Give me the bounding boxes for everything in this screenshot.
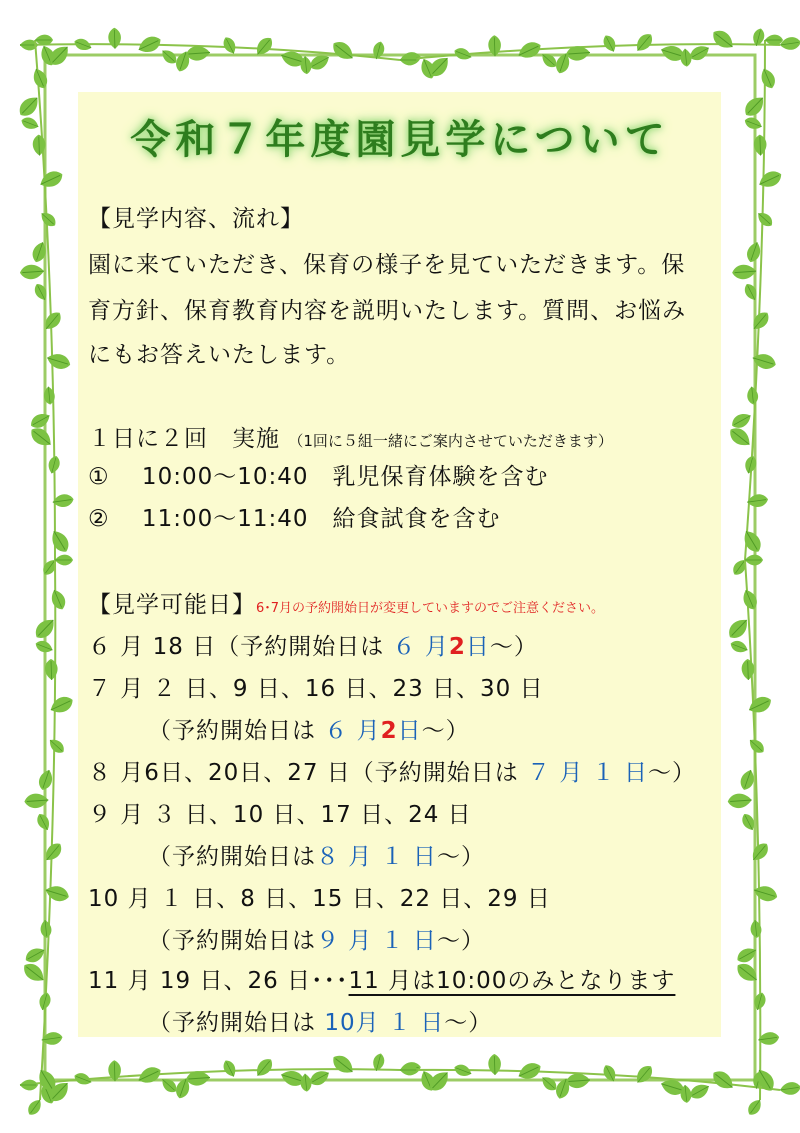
sessions-intro: １日に２回 実施 — [88, 426, 280, 452]
row-september-reserve — [148, 838, 485, 871]
leaf-icon — [28, 410, 52, 431]
leaf-icon — [727, 793, 752, 809]
september-close: ～） — [436, 844, 485, 870]
october-start: ９ 月 １ 日 — [316, 928, 437, 954]
leaf-icon — [36, 768, 55, 792]
july-start-day-suffix: 日 — [397, 718, 422, 744]
available-heading-line — [88, 586, 604, 619]
leaf-icon — [755, 209, 776, 229]
leaf-icon — [729, 410, 753, 431]
november-time-note: 11 月は10:00のみとなります — [348, 968, 676, 994]
leaf-icon — [779, 1081, 800, 1096]
november-close: ～） — [444, 1010, 493, 1036]
october-dates: 10 月 １ 日、8 日、15 日、22 日、29 日 — [88, 886, 551, 912]
august-start: ７ 月 １ 日 — [527, 760, 649, 786]
june-close: ～） — [489, 634, 538, 660]
leaf-icon — [32, 282, 50, 303]
leaf-icon — [38, 168, 66, 191]
session-item-1: ① 10:00～10:40 乳児保育体験を含む — [88, 464, 549, 490]
leaf-icon — [329, 38, 357, 64]
leaf-icon — [740, 588, 760, 612]
august-dates: ８ 月6日、20日、27 日（予約開始日は — [88, 760, 519, 786]
leaf-icon — [729, 639, 750, 656]
leaf-icon — [40, 919, 53, 938]
leaf-icon — [48, 527, 73, 555]
leaf-icon — [601, 33, 619, 54]
leaf-icon — [20, 1080, 38, 1091]
july-reserve-prefix: （予約開始日は — [148, 718, 316, 744]
leaf-icon — [566, 1073, 591, 1089]
leaf-icon — [20, 115, 41, 132]
leaf-icon — [746, 386, 759, 405]
vine-stem — [745, 560, 760, 1100]
november-reserve-prefix: （予約開始日は — [148, 1010, 325, 1036]
november-dates: 11 月 19 日、26 日･･･ — [88, 968, 349, 994]
leaf-icon — [30, 66, 50, 90]
august-close: ～） — [648, 760, 697, 786]
leaf-icon — [740, 527, 765, 555]
leaf-icon — [749, 840, 772, 864]
leaf-icon — [749, 309, 772, 333]
leaf-icon — [758, 66, 778, 90]
leaf-icon — [743, 115, 764, 132]
november-start: 10月 １ 日 — [324, 1010, 445, 1036]
july-close: ～） — [421, 718, 470, 744]
june-start-day-suffix: 日 — [465, 634, 490, 660]
leaf-icon — [633, 1062, 656, 1086]
page-title: 令和７年度園見学について — [130, 117, 670, 163]
leaf-icon — [27, 424, 55, 450]
leaf-icon — [46, 736, 67, 756]
leaf-icon — [732, 264, 757, 280]
available-note: 6･7月の予約開始日が変更していますのでご注意ください。 — [256, 601, 605, 616]
leaf-icon — [746, 736, 767, 756]
leaf-icon — [329, 1051, 357, 1077]
leaf-icon — [46, 455, 61, 475]
june-dates: ６ 月 18 日（予約開始日は — [88, 634, 385, 660]
july-dates: ７ 月 ２ 日、9 日、16 日、23 日、30 日 — [88, 676, 544, 702]
june-start-day: 2 — [448, 634, 466, 660]
row-october-reserve — [148, 922, 485, 955]
leaf-icon — [221, 35, 239, 56]
sessions-intro-line — [88, 420, 613, 453]
leaf-icon — [709, 26, 737, 52]
row-november — [88, 962, 675, 995]
leaf-icon — [44, 883, 71, 904]
october-reserve-prefix: （予約開始日は — [148, 928, 316, 954]
leaf-icon — [742, 282, 760, 303]
sessions-intro-note: （1回に５組一緒にご案内させていただきます） — [288, 432, 613, 450]
september-dates: ９ 月 ３ 日、10 日、17 日、24 日 — [88, 802, 472, 828]
leaf-icon — [37, 991, 52, 1011]
leaf-icon — [745, 1097, 764, 1118]
leaf-icon — [35, 812, 53, 833]
leaf-icon — [745, 555, 763, 566]
leaf-icon — [55, 555, 73, 566]
row-august — [88, 754, 696, 787]
leaf-icon — [186, 45, 211, 61]
flow-line-3: にもお答えいたします。 — [88, 342, 351, 368]
row-november-reserve — [148, 1004, 492, 1037]
session-item-2: ② 11:00～11:40 給食試食を含む — [88, 506, 501, 532]
row-july-reserve — [148, 712, 470, 745]
leaf-icon — [25, 1097, 44, 1118]
leaf-icon — [19, 264, 44, 280]
october-close: ～） — [436, 928, 485, 954]
leaf-icon — [726, 424, 754, 450]
flow-line-2: 育方針、保育教育内容を説明いたします。質問、お悩み — [88, 298, 687, 324]
leaf-icon — [633, 30, 656, 54]
september-start: ８ 月 １ 日 — [316, 844, 437, 870]
leaf-icon — [48, 693, 76, 716]
leaf-icon — [38, 209, 59, 229]
june-start-month: ６ 月 — [392, 634, 449, 660]
leaf-icon — [733, 960, 761, 986]
leaf-icon — [756, 168, 784, 191]
september-reserve-prefix: （予約開始日は — [148, 844, 316, 870]
row-june — [88, 628, 538, 661]
leaf-icon — [253, 1055, 276, 1079]
available-heading: 【見学可能日】 — [88, 592, 256, 618]
leaf-icon — [221, 1058, 239, 1079]
leaf-icon — [779, 36, 800, 51]
leaf-icon — [746, 693, 774, 716]
leaf-icon — [687, 1081, 711, 1102]
leaf-icon — [108, 28, 121, 49]
flow-heading: 【見学内容、流れ】 — [88, 206, 304, 232]
leaf-icon — [488, 1054, 501, 1075]
july-start-day: 2 — [380, 718, 398, 744]
leaf-icon — [45, 351, 72, 372]
leaf-icon — [48, 588, 68, 612]
flow-line-1: 園に来ていただき、保育の様子を見ていただきます。保 — [88, 252, 686, 278]
july-start-month: ６ 月 — [324, 718, 381, 744]
